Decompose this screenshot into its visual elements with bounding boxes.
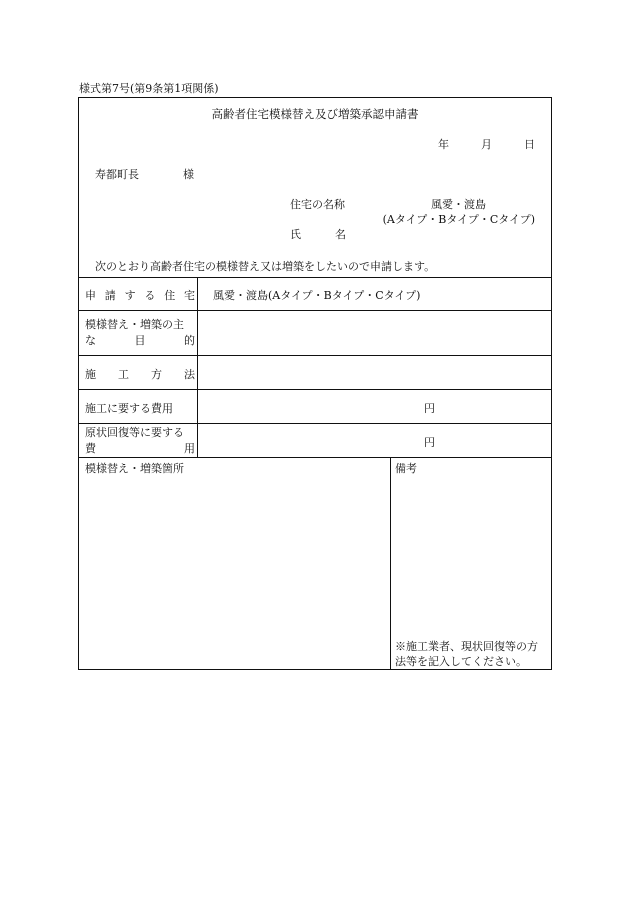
year-label: 年 <box>438 138 449 151</box>
alteration-location-label: 模様替え・増築箇所 <box>85 462 184 475</box>
date-field[interactable] <box>438 136 535 152</box>
housing-type-options[interactable]: (Aタイプ・Bタイプ・Cタイプ) <box>382 213 535 226</box>
addressee: 寿都町長 様 <box>95 168 194 181</box>
row-cost-label: 施工に要する費用 <box>85 402 173 415</box>
application-statement: 次のとおり高齢者住宅の模様替え又は増築をしたいので申請します。 <box>95 260 436 273</box>
remarks-label: 備考 <box>395 462 417 475</box>
application-form <box>78 97 552 670</box>
form-title: 高齢者住宅模様替え及び増築承認申請書 <box>211 107 419 121</box>
row-method-input[interactable] <box>203 359 548 387</box>
form-number: 様式第7号(第9条第1項関係) <box>79 82 219 95</box>
remarks-note: ※施工業者、現状回復等の方法等を記入してください。 <box>395 640 538 668</box>
row-purpose-label: 模様替え・増築の主 な 目 的 <box>85 318 195 347</box>
housing-name-label: 住宅の名称 <box>290 198 345 211</box>
housing-name-value: 風愛・渡島 <box>431 198 486 211</box>
row-cost-yen[interactable]: 円 <box>424 402 435 415</box>
row-restore-cost-label: 原状回復等に要する 費 用 <box>85 426 195 455</box>
row-housing-label: 申 請 す る 住 宅 <box>85 289 195 302</box>
month-label: 月 <box>481 138 492 151</box>
row-restore-cost-yen[interactable]: 円 <box>424 436 435 449</box>
day-label: 日 <box>524 138 535 151</box>
row-method-label: 施 工 方 法 <box>85 368 195 381</box>
row-housing-value[interactable]: 風愛・渡島(Aタイプ・Bタイプ・Cタイプ) <box>213 289 421 302</box>
applicant-name-label[interactable]: 氏 名 <box>290 228 346 241</box>
row-purpose-input[interactable] <box>203 314 548 352</box>
